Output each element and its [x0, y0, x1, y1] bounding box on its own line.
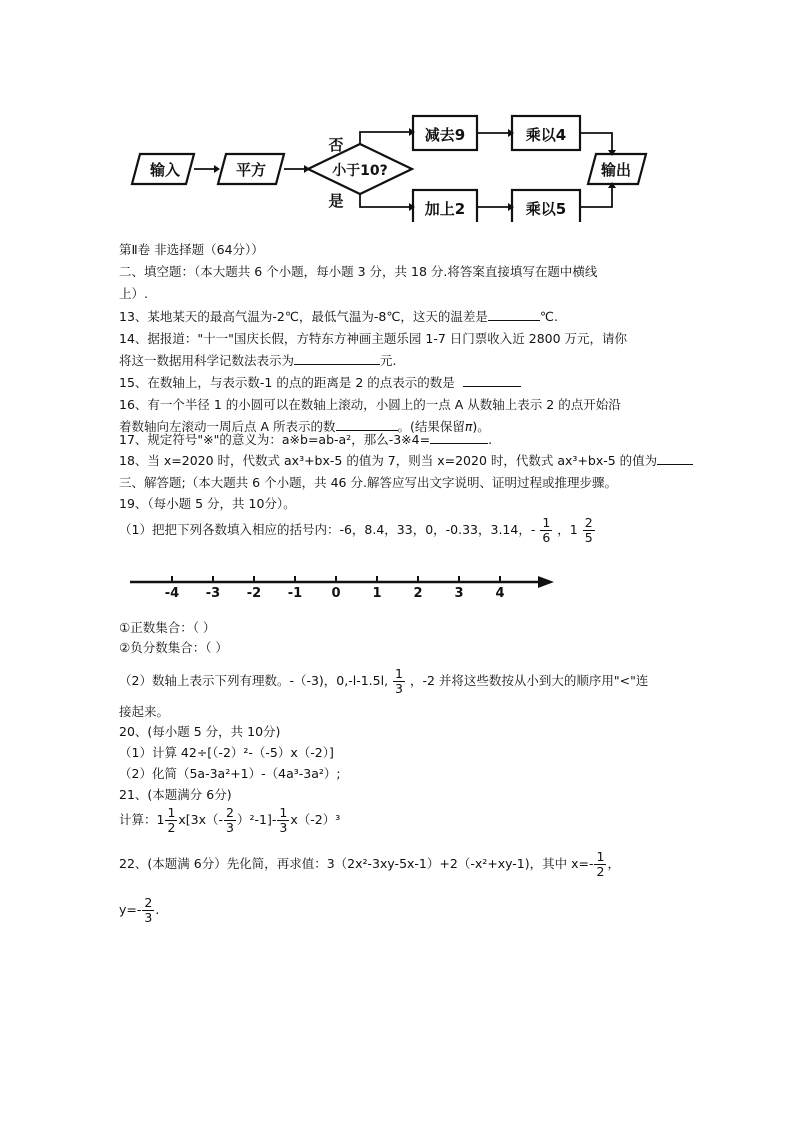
number-line-label: -3 — [205, 586, 221, 601]
q13-answer-blank[interactable] — [488, 310, 540, 321]
question-16-line1: 16、有一个半径 1 的小圆可以在数轴上滚动，小圆上的一点 A 从数轴上表示 2 的点开始沿 — [119, 397, 621, 412]
question-19-part1 — [119, 516, 596, 545]
q14-unit: 元. — [380, 353, 397, 368]
fraction-two-thirds: $\frac{2}{3}$ — [226, 805, 234, 835]
add-2-label: 加上2 — [424, 200, 466, 218]
question-14-line1: 14、据报道："十一"国庆长假，方特东方神画主题乐园 1-7 日门票收入近 2800 万元，请你 — [119, 331, 628, 346]
no-label: 否 — [328, 136, 344, 154]
q16-text: 着数轴向左滚动一周后点 A 所表示的数 — [119, 419, 336, 434]
fraction-one-third-b: $\frac{1}{3}$ — [279, 805, 288, 835]
q17-answer-blank[interactable] — [430, 433, 488, 444]
positive-number-set: ①正数集合：（ ） — [119, 620, 216, 635]
question-21-header: 21、(本题满分 6分) — [119, 787, 232, 802]
number-line-label: 4 — [495, 586, 505, 601]
q13-text: 13、某地某天的最高气温为-2℃，最低气温为-8℃，这天的温差是 — [119, 309, 488, 324]
solve-header: 三、解答题;（本大题共 6 个小题，共 46 分.解答应写出文字说明、证明过程或推理步骤。 — [119, 475, 617, 490]
fraction-x-value: $\frac{1}{2}$ — [596, 849, 605, 879]
q19-2-text: （2）数轴上表示下列有理数。-（-3)，0,-l-1.5l, — [119, 673, 389, 688]
negative-fraction-set: ②负分数集合：（ ） — [119, 640, 228, 655]
q16-pi: π — [464, 419, 473, 434]
question-21-expression — [119, 806, 340, 835]
flowchart — [128, 110, 648, 222]
fraction-y-value: $\frac{2}{3}$ — [144, 895, 153, 925]
output-label: 输出 — [600, 161, 631, 179]
q19-1-text: （1）把把下列各数填入相应的括号内：-6，8.4，33，0，-0.33，3.14，- — [119, 522, 536, 537]
fraction-two-fifths: $\frac{2}{5}$ — [584, 515, 593, 545]
q21-text-b: x[3x（- — [178, 812, 224, 827]
q16-note: 。(结果保留 — [397, 419, 465, 434]
q22-comma: ， — [607, 856, 620, 871]
number-line — [128, 568, 558, 608]
q14-text: 将这一数据用科学记数法表示为 — [119, 353, 295, 368]
q22-end: . — [155, 902, 160, 917]
question-19-part2 — [119, 667, 648, 696]
number-line-label: 3 — [454, 586, 464, 601]
q18-answer-blank[interactable] — [657, 454, 693, 465]
q18-text: 18、当 x=2020 时，代数式 ax³+bx-5 的值为 7，则当 x=2020 时，代数式 ax³+bx-5 的值为 — [119, 453, 658, 468]
number-line-label: 0 — [331, 586, 341, 601]
q21-text-a: 计算：1 — [119, 812, 165, 827]
question-17 — [119, 432, 492, 448]
q15-answer-blank[interactable] — [463, 376, 521, 387]
input-label: 输入 — [149, 161, 180, 179]
number-line-label: 1 — [372, 586, 382, 601]
q21-text-d: x（-2）³ — [290, 812, 341, 827]
subtract-9-label: 减去9 — [424, 126, 466, 144]
multiply-5-label: 乘以5 — [525, 200, 567, 218]
fill-in-header-line2: 上）. — [119, 286, 148, 301]
q22-text: 22、(本题满 6分）先化简，再求值：3（2x²-3xy-5x-1）+2（-x²+xy-1)，其中 x=- — [119, 856, 594, 871]
decision-label: 小于10? — [332, 163, 388, 179]
multiply-4-label: 乘以4 — [525, 126, 567, 144]
question-22-y — [119, 896, 159, 925]
q15-text: 15、在数轴上，与表示数-1 的点的距离是 2 的点表示的数是 — [119, 375, 455, 390]
square-label: 平方 — [235, 161, 266, 179]
q16-note-end: )。 — [472, 419, 490, 434]
q16-answer-blank[interactable] — [336, 420, 398, 431]
question-20-header: 20、(每小题 5 分，共 10分) — [119, 724, 281, 739]
question-19-part2-line2: 接起来。 — [119, 704, 170, 719]
fraction-one-sixth: $\frac{1}{6}$ — [542, 515, 551, 545]
question-15 — [119, 375, 521, 391]
fill-in-header-line1: 二、填空题：（本大题共 6 个小题，每小题 3 分，共 18 分.将答案直接填写在题中横线 — [119, 264, 598, 279]
number-line-label: -4 — [164, 586, 180, 601]
fraction-one-third: $\frac{1}{3}$ — [395, 666, 403, 696]
question-22 — [119, 850, 620, 879]
part2-title: 第Ⅱ卷 非选择题（64分）） — [119, 242, 264, 257]
q19-1-sep: ，1 — [557, 522, 578, 537]
q17-text: 17、规定符号"※"的意义为：a※b=ab-a²，那么-3※4= — [119, 432, 431, 447]
number-line-label: -1 — [287, 586, 303, 601]
q21-text-c: ）²-1]- — [237, 812, 277, 827]
q22-y-text: y=- — [119, 902, 142, 917]
q17-end: . — [488, 432, 493, 447]
question-13 — [119, 309, 558, 325]
number-line-label: -2 — [246, 586, 262, 601]
q19-2-text-end: ，-2 并将这些数按从小到大的顺序用"<"连 — [409, 673, 649, 688]
q14-answer-blank[interactable] — [294, 354, 380, 365]
question-20-part1: （1）计算 42÷[（-2）²-（-5）x（-2）] — [119, 745, 334, 760]
question-20-part2: （2）化简（5a-3a²+1）-（4a³-3a²）; — [119, 766, 341, 781]
question-18 — [119, 453, 693, 469]
fraction-one-half: $\frac{1}{2}$ — [167, 805, 176, 835]
question-19-header: 19、（每小题 5 分，共 10分）。 — [119, 496, 296, 511]
question-14-line2 — [119, 353, 397, 369]
q13-unit: ℃. — [539, 309, 558, 324]
yes-label: 是 — [328, 192, 344, 210]
number-line-label: 2 — [413, 586, 423, 601]
